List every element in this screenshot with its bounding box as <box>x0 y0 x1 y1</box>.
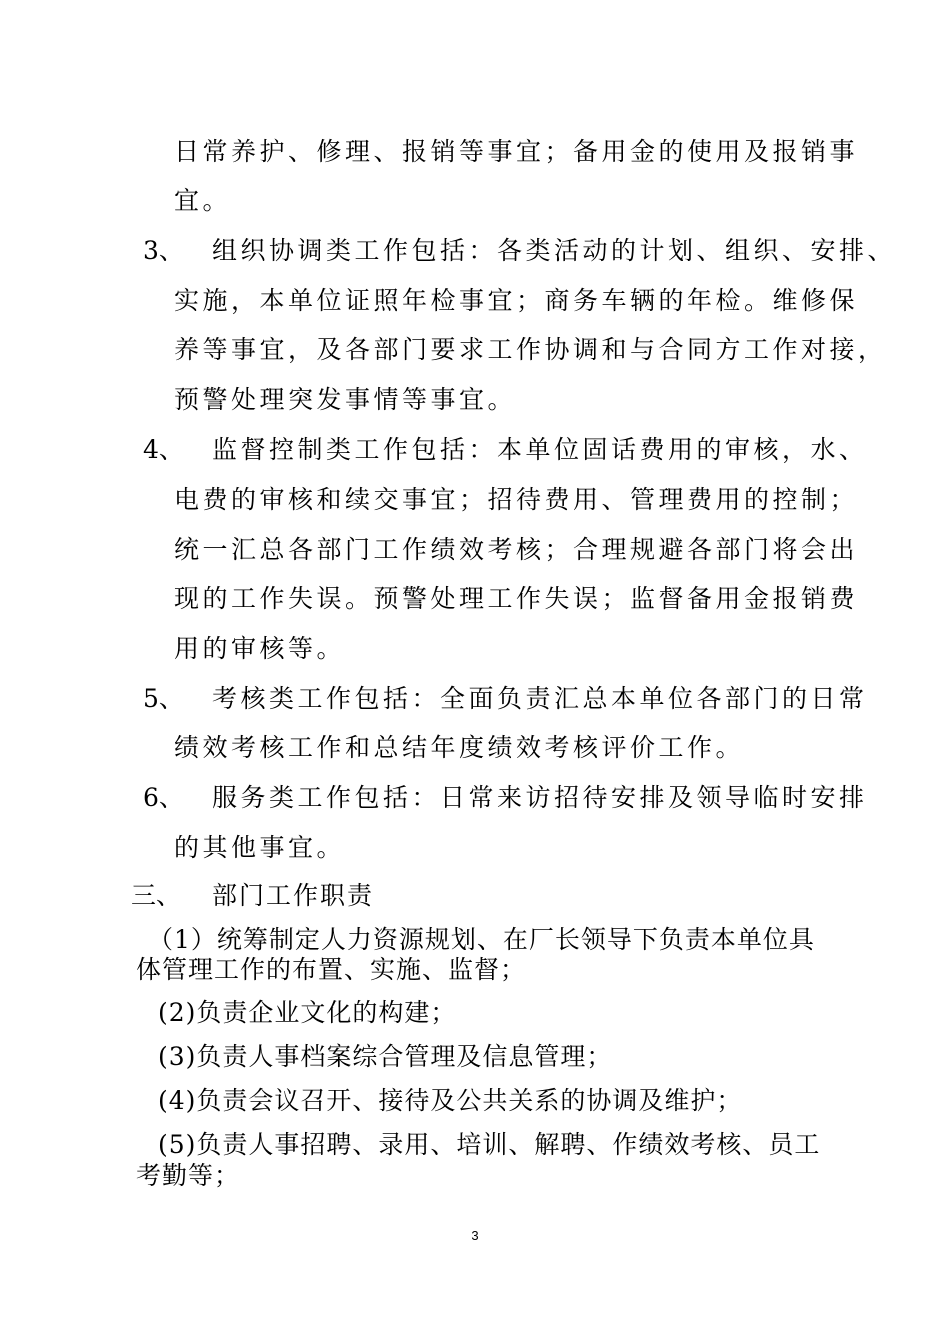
item-line: 实施，本单位证照年检事宜；商务车辆的年检。维修保 <box>174 286 859 315</box>
item-line: 电费的审核和续交事宜；招待费用、管理费用的控制； <box>174 485 859 514</box>
item-line: 预警处理突发事情等事宜。 <box>174 385 517 414</box>
duty-line: (3)负责人事档案综合管理及信息管理； <box>158 1042 613 1071</box>
item-line: 的其他事宜。 <box>174 833 346 862</box>
duty-line: (4)负责会议召开、接待及公共关系的协调及维护； <box>158 1086 743 1115</box>
item-line: 统一汇总各部门工作绩效考核；合理规避各部门将会出 <box>174 535 859 564</box>
item-number: 5、 <box>143 684 184 713</box>
duty-line: （1）统筹制定人力资源规划、在厂长领导下负责本单位具 <box>148 925 815 954</box>
item-line: 监督控制类工作包括：本单位固话费用的审核，水、 <box>212 435 868 464</box>
duty-line: 考勤等； <box>136 1161 241 1190</box>
item-line: 服务类工作包括：日常来访招待安排及领导临时安排 <box>212 783 868 812</box>
section-number: 三、 <box>131 881 182 910</box>
duty-line: (2)负责企业文化的构建； <box>158 998 457 1027</box>
item-number: 3、 <box>143 236 184 265</box>
item-line: 现的工作失误。预警处理工作失误；监督备用金报销费 <box>174 584 859 613</box>
page-number: 3 <box>471 1228 479 1243</box>
item-line: 用的审核等。 <box>174 634 346 663</box>
item-line: 养等事宜，及各部门要求工作协调和与合同方工作对接， <box>174 335 887 364</box>
duty-line: 体管理工作的布置、实施、监督； <box>136 955 527 984</box>
duty-line: (5)负责人事招聘、录用、培训、解聘、作绩效考核、员工 <box>158 1130 821 1159</box>
section-title: 部门工作职责 <box>212 881 375 910</box>
item-line: 考核类工作包括：全面负责汇总本单位各部门的日常 <box>212 684 868 713</box>
item-number: 6、 <box>143 783 184 812</box>
item-line: 绩效考核工作和总结年度绩效考核评价工作。 <box>174 733 745 762</box>
continuation-line: 宜。 <box>174 186 232 215</box>
continuation-line: 日常养护、修理、报销等事宜；备用金的使用及报销事 <box>174 137 859 166</box>
item-number: 4、 <box>143 435 184 464</box>
item-line: 组织协调类工作包括：各类活动的计划、组织、安排、 <box>212 236 897 265</box>
